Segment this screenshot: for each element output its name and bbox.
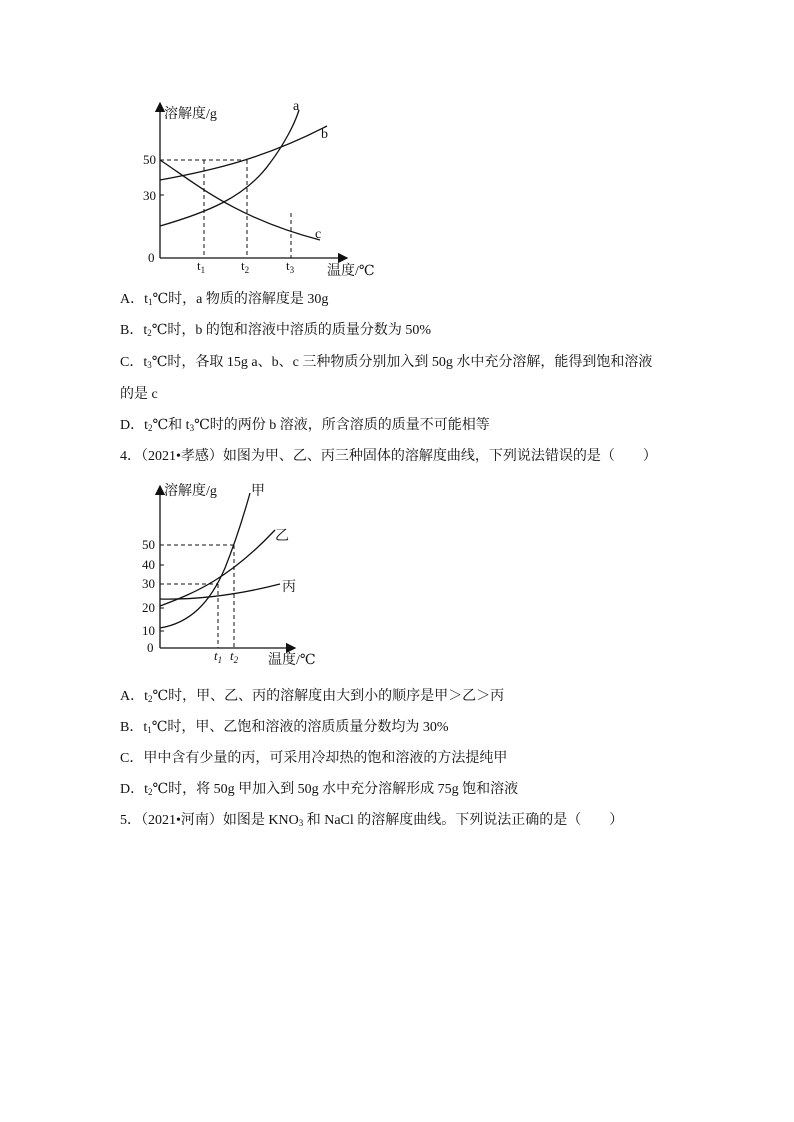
series-label-bing: 丙 [282, 580, 296, 595]
y-tick-label: 40 [142, 557, 155, 572]
x-tick-t2 [241, 258, 249, 275]
series-label-yi: 乙 [275, 529, 289, 544]
q5-stem: 5．（2021•河南）如图是 $KNO_3$ 和 NaCl 的溶解度曲线。下列说法正确的是（ ） [120, 813, 624, 828]
y-tick-label: 0 [148, 250, 155, 265]
solubility-chart-2 [135, 478, 345, 668]
q3-option-b: B．$t_2℃$时，b 的饱和溶液中溶质的质量分数为 50% [120, 323, 432, 338]
x-tick-label: $t_1$ [197, 258, 206, 275]
y-axis-label: 溶解度/g [164, 107, 217, 122]
y-axis-label: 溶解度/g [164, 484, 217, 499]
x-tick-label: $t_2$ [230, 648, 239, 665]
y-tick-label: 10 [142, 623, 155, 638]
y-tick-label: 0 [147, 640, 154, 655]
y-tick-label: 50 [142, 537, 155, 552]
q4-stem: 4．（2021•孝感）如图为甲、乙、丙三种固体的溶解度曲线，下列说法错误的是（ ） [120, 449, 657, 464]
x-tick-t1 [214, 648, 222, 665]
x-tick-t1 [197, 258, 205, 275]
guide-lines [160, 545, 234, 648]
x-tick-label: $t_3$ [286, 258, 295, 275]
x-axis-label: 温度/℃ [327, 264, 375, 278]
q3-option-c: C．$t_3℃$时，各取 15g a、b、c 三种物质分别加入到 50g 水中充分溶解，能得到饱和溶液 [120, 355, 653, 370]
y-tick-label: 30 [142, 576, 155, 591]
x-tick-t2 [230, 648, 239, 665]
curve-bing [160, 584, 280, 599]
q3-option-a: A．$t_1℃$时，a 物质的溶解度是 30g [120, 292, 329, 307]
solubility-chart-1 [135, 98, 395, 278]
y-tick-label: 50 [143, 152, 156, 167]
x-tick-label: $t_2$ [241, 258, 250, 275]
curve-jia [160, 493, 250, 628]
q4-option-b: B．$t_1℃$时，甲、乙饱和溶液的溶质质量分数均为 30% [120, 720, 449, 735]
x-tick-label: $t_1$ [214, 648, 223, 665]
curve-c [160, 160, 320, 240]
x-axis-label: 温度/℃ [268, 653, 316, 668]
curve-b [160, 126, 327, 180]
y-tick-label: 20 [142, 600, 155, 615]
q4-option-d: D．$t_2℃$时，将 50g 甲加入到 50g 水中充分溶解形成 75g 饱和溶液 [120, 782, 519, 797]
q4-option-a: A．$t_2℃$时，甲、乙、丙的溶解度由大到小的顺序是甲＞乙＞丙 [120, 689, 505, 704]
q3-option-d: D．$t_2℃$和 $t_3℃$时的两份 b 溶液，所含溶质的质量不可能相等 [120, 418, 490, 433]
series-label-jia: 甲 [251, 484, 265, 499]
y-tick-label: 30 [143, 188, 156, 203]
guide-lines [160, 160, 291, 258]
x-tick-t3 [286, 258, 295, 275]
series-label-a: a [293, 99, 300, 114]
q3-option-c-cont: 的是 c [120, 387, 158, 402]
q4-option-c: C．甲中含有少量的丙，可采用冷却热的饱和溶液的方法提纯甲 [120, 751, 508, 766]
curve-a [160, 110, 299, 226]
series-label-b: b [321, 127, 328, 142]
series-label-c: c [315, 227, 322, 242]
